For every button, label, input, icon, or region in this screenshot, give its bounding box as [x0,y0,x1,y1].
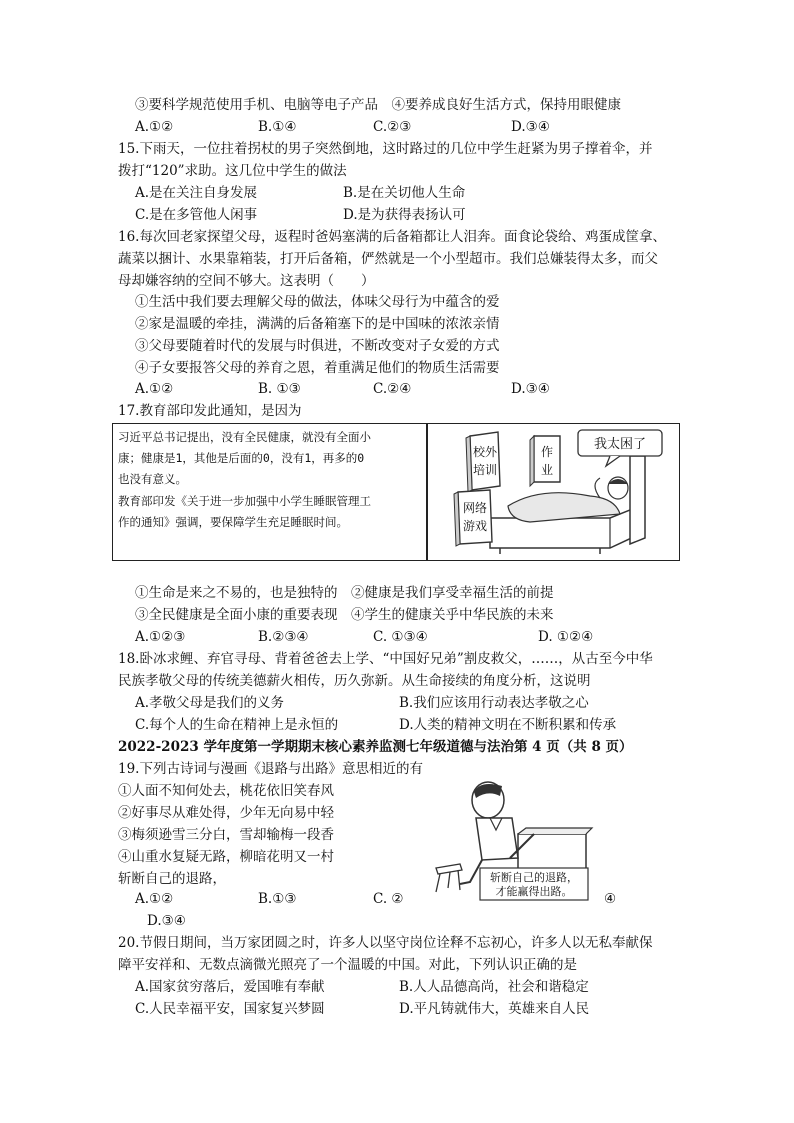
book-online-games [454,490,492,546]
q17-box-divider [426,423,428,561]
q20-option-b[interactable]: B.人人品德高尚，社会和谐稳定 [399,979,589,995]
student-figure [595,477,628,499]
q19-extra-line: 斩断自己的退路， [118,871,226,887]
q16-stem-line1: 16.每次回老家探望父母，返程时爸妈塞满的后备箱都让人泪奔。面食论袋给、鸡蛋成筐拿、 [118,229,666,245]
q18-option-a[interactable]: A.孝敬父母是我们的义务 [135,695,285,711]
q14-statements: ③要科学规范使用手机、电脑等电子产品 ④要养成良好生活方式，保持用眼健康 [135,97,621,113]
q18-option-c[interactable]: C.每个人的生命在精神上是永恒的 [135,717,339,733]
q17-stem: 17.教育部印发此通知，是因为 [118,403,302,419]
q20-stem-line1: 20.节假日期间，当万家团圆之时，许多人以坚守岗位诠释不忘初心，许多人以无私奉献保 [118,935,653,951]
q15-stem-line2: 拨打“120”求助。这几位中学生的做法 [118,163,347,179]
book-homework [530,436,560,486]
q18-option-b[interactable]: B.我们应该用行动表达孝敬之心 [399,695,589,711]
svg-text:游戏: 游戏 [462,519,488,533]
book-tutoring [466,432,500,492]
q14-option-c[interactable]: C.②③ [373,119,412,135]
broken-stool [436,864,462,892]
q20-option-c[interactable]: C.人民幸福平安，国家复兴梦圆 [135,1001,325,1017]
q14-option-a[interactable]: A.①② [135,119,174,135]
q19-retreat-and-way-out-cartoon [430,772,600,902]
q19-stem: 19.下列古诗词与漫画《退路与出路》意思相近的有 [118,761,423,777]
q16-stem-line2: 蔬菜以捆计、水果靠箱装，打开后备箱，俨然就是一个小型超市。我们总嫌装得太多，而父 [118,251,658,267]
q14-option-b[interactable]: B.①④ [258,119,297,135]
q19-poem-1: ①人面不知何处去，桃花依旧笑春风 [118,783,334,799]
q17-option-a[interactable]: A.①②③ [135,629,186,645]
q17-box-line3: 也没有意义。 [118,472,187,486]
q17-statements-line1: ①生命是来之不易的，也是独特的 ②健康是我们享受幸福生活的前提 [135,585,554,601]
svg-text:网络: 网络 [462,501,488,515]
q20-stem-line2: 障平安祥和、无数点滴微光照亮了一个温暖的中国。对此，下列认识正确的是 [118,957,577,973]
q16-statement-4: ④子女要报答父母的养育之恩，着重满足他们的物质生活需要 [135,360,500,376]
q18-option-d[interactable]: D.人类的精神文明在不断积累和传承 [399,717,617,733]
svg-text:作: 作 [540,445,554,459]
q16-statement-3: ③父母要随着时代的发展与时俱进，不断改变对子女爱的方式 [135,338,500,354]
q16-stem-line3: 母却嫌容纳的空间不够大。这表明（ ） [118,273,375,289]
svg-text:业: 业 [540,463,554,477]
q19-poem-3: ③梅须逊雪三分白，雪却输梅一段香 [118,827,334,843]
q15-option-a[interactable]: A.是在关注自身发展 [135,185,258,201]
q16-statement-2: ②家是温暖的牵挂，满满的后备箱塞下的是中国味的浓浓亲情 [135,316,500,332]
q17-box-line4: 教育部印发《关于进一步加强中小学生睡眠管理工 [118,494,371,508]
q16-option-b[interactable]: B. ①③ [258,381,301,397]
q17-box-line1: 习近平总书记提出，没有全民健康，就没有全面小 [118,430,371,444]
q17-box-line2: 康；健康是1，其他是后面的0，没有1，再多的0 [118,451,365,465]
q16-option-a[interactable]: A.①② [135,381,174,397]
q19-option-d[interactable]: D.③④ [147,913,186,929]
q19-option-b[interactable]: B.①③ [258,891,297,907]
q16-option-d[interactable]: D.③④ [511,381,550,397]
q17-sleepy-student-cartoon [430,426,676,558]
q18-stem-line2: 民族孝敬父母的传统美德薪火相传，历久弥新。从生命接续的角度分析，这说明 [118,673,591,689]
q19-option-c-tail: ④ [604,891,617,907]
q17-option-d[interactable]: D. ①②④ [538,629,594,645]
q19-poem-4: ④山重水复疑无路，柳暗花明又一村 [118,849,334,865]
q14-option-d[interactable]: D.③④ [511,119,550,135]
q16-option-c[interactable]: C.②④ [373,381,412,397]
q15-option-d[interactable]: D.是为获得表扬认可 [343,207,466,223]
q15-stem-line1: 15.下雨天，一位拄着拐杖的男子突然倒地，这时路过的几位中学生赶紧为男子撑着伞，并 [118,141,653,157]
q16-statement-1: ①生活中我们要去理解父母的做法，体味父母行为中蕴含的爱 [135,294,500,310]
q19-poem-2: ②好事尽从难处得，少年无向易中轻 [118,805,334,821]
q18-stem-line1: 18.卧冰求鲤、弃官寻母、背着爸爸去上学、“中国好兄弟”割皮救父，……，从古至今中华 [118,651,653,667]
q17-option-b[interactable]: B.②③④ [258,629,309,645]
svg-text:校外: 校外 [472,445,498,459]
q15-option-b[interactable]: B.是在关切他人生命 [343,185,466,201]
svg-text:培训: 培训 [472,463,498,477]
cartoon-caption-line2: 才能赢得出路。 [495,885,573,898]
q20-option-a[interactable]: A.国家贫穷落后，爱国唯有奉献 [135,979,325,995]
q19-option-a[interactable]: A.①② [135,891,174,907]
page-footer: 2022-2023 学年度第一学期期末核心素养监测七年级道德与法治第 4 页（共 8 页） [118,739,633,755]
q19-option-c[interactable]: C. ② [373,891,404,907]
q15-option-c[interactable]: C.是在多管他人闲事 [135,207,258,223]
q17-box-line5: 作的通知》强调，要保障学生充足睡眠时间。 [118,515,348,529]
cartoon-caption-line1: 斩断自己的退路， [490,871,578,884]
q17-option-c[interactable]: C. ①③④ [373,629,428,645]
speech-bubble [578,430,662,466]
bubble-text: 我太困了 [593,437,647,452]
q20-option-d[interactable]: D.平凡铸就伟大，英雄来自人民 [399,1001,590,1017]
q17-statements-line2: ③全民健康是全面小康的重要表现 ④学生的健康关乎中华民族的未来 [135,607,554,623]
